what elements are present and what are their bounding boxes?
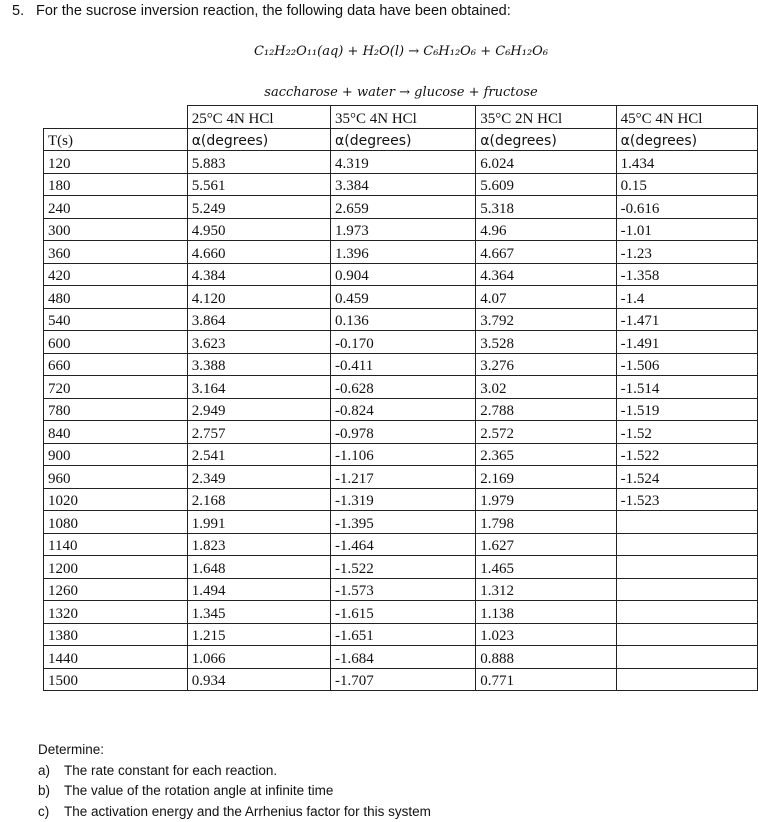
table-row [44, 263, 758, 286]
angle-cell: 3.388 [187, 353, 330, 376]
time-cell: 120 [44, 151, 188, 174]
angle-cell: -1.4 [616, 286, 757, 309]
angle-cell: -1.523 [616, 488, 757, 511]
angle-cell [616, 623, 757, 646]
angle-cell: 2.168 [187, 488, 330, 511]
question-a [38, 761, 431, 782]
time-cell: 300 [44, 218, 188, 241]
plus-sign-2: + [480, 44, 491, 59]
time-cell: 1140 [44, 533, 188, 556]
condition-header: 35°C 2N HCl [476, 106, 616, 129]
angle-header: α(degrees) [476, 128, 616, 151]
angle-cell: 0.934 [187, 668, 330, 691]
empty-corner [44, 106, 188, 129]
angle-cell: -1.651 [331, 623, 476, 646]
time-cell: 780 [44, 398, 188, 421]
angle-cell: -1.615 [331, 601, 476, 624]
time-cell: 1200 [44, 556, 188, 579]
angle-cell: 5.883 [187, 151, 330, 174]
table-row [44, 308, 758, 331]
angle-cell: 3.164 [187, 376, 330, 399]
time-cell: 540 [44, 308, 188, 331]
angle-cell: 3.528 [476, 331, 616, 354]
time-cell: 1080 [44, 511, 188, 534]
angle-cell: 1.345 [187, 601, 330, 624]
angle-cell: 5.249 [187, 196, 330, 219]
table-row [44, 353, 758, 376]
angle-cell [616, 646, 757, 669]
questions-intro: Determine: [38, 740, 431, 761]
angle-cell: -0.411 [331, 353, 476, 376]
table-row [44, 241, 758, 264]
angle-cell: 0.15 [616, 173, 757, 196]
angle-cell: -1.522 [331, 556, 476, 579]
time-cell: 660 [44, 353, 188, 376]
condition-header: 25°C 4N HCl [187, 106, 330, 129]
angle-cell: 1.023 [476, 623, 616, 646]
angle-cell: 0.136 [331, 308, 476, 331]
table-row [44, 623, 758, 646]
angle-cell [616, 578, 757, 601]
angle-cell: 2.659 [331, 196, 476, 219]
problem-statement [12, 3, 511, 19]
angle-cell: 1.215 [187, 623, 330, 646]
angle-cell: 3.792 [476, 308, 616, 331]
angle-cell: -1.684 [331, 646, 476, 669]
angle-cell [616, 601, 757, 624]
product-glucose: C₆H₁₂O₆ [423, 44, 476, 59]
time-cell: 900 [44, 443, 188, 466]
angle-cell: 1.066 [187, 646, 330, 669]
product-fructose: C₆H₁₂O₆ [495, 44, 548, 59]
angle-cell: 2.788 [476, 398, 616, 421]
table-row [44, 376, 758, 399]
angle-cell: -1.707 [331, 668, 476, 691]
question-text: The activation energy and the Arrhenius factor for this system [64, 804, 431, 819]
angle-cell: 1.494 [187, 578, 330, 601]
angle-cell: 2.949 [187, 398, 330, 421]
angle-cell: 1.627 [476, 533, 616, 556]
angle-cell: 4.96 [476, 218, 616, 241]
table-row [44, 488, 758, 511]
table-row [44, 331, 758, 354]
table-row [44, 533, 758, 556]
reaction-arrow: → [408, 44, 419, 59]
question-key: c) [38, 802, 64, 822]
angle-cell: 3.623 [187, 331, 330, 354]
angle-cell: 5.561 [187, 173, 330, 196]
angle-cell: -1.319 [331, 488, 476, 511]
angle-cell: 4.319 [331, 151, 476, 174]
angle-cell: 2.572 [476, 421, 616, 444]
angle-header: α(degrees) [331, 128, 476, 151]
angle-cell: 0.771 [476, 668, 616, 691]
angle-cell: -0.628 [331, 376, 476, 399]
table-row [44, 646, 758, 669]
angle-cell: 1.991 [187, 511, 330, 534]
angle-cell: 6.024 [476, 151, 616, 174]
time-cell: 840 [44, 421, 188, 444]
chemical-equation [22, 44, 758, 59]
angle-header: α(degrees) [616, 128, 757, 151]
time-cell: 240 [44, 196, 188, 219]
angle-cell: -1.522 [616, 443, 757, 466]
angle-cell: 0.888 [476, 646, 616, 669]
table-row [44, 556, 758, 579]
table-row [44, 578, 758, 601]
table-row [44, 218, 758, 241]
table-row [44, 173, 758, 196]
angle-cell: -1.514 [616, 376, 757, 399]
angle-cell: 2.757 [187, 421, 330, 444]
problem-text: For the sucrose inversion reaction, the following data have been obtained: [36, 3, 511, 19]
angle-cell: -1.491 [616, 331, 757, 354]
angle-cell: 4.364 [476, 263, 616, 286]
angle-cell: 5.318 [476, 196, 616, 219]
angle-cell: 3.864 [187, 308, 330, 331]
angle-cell: 4.667 [476, 241, 616, 264]
angle-cell: 1.138 [476, 601, 616, 624]
angle-cell: 1.973 [331, 218, 476, 241]
angle-cell: -1.358 [616, 263, 757, 286]
angle-cell: 1.312 [476, 578, 616, 601]
angle-cell: 1.823 [187, 533, 330, 556]
angle-cell: -1.464 [331, 533, 476, 556]
question-c [38, 802, 431, 822]
angle-cell: -0.616 [616, 196, 757, 219]
angle-cell: -1.106 [331, 443, 476, 466]
angle-cell: 2.349 [187, 466, 330, 489]
question-text: The value of the rotation angle at infinite time [64, 783, 333, 798]
angle-cell: 3.384 [331, 173, 476, 196]
time-cell: 600 [44, 331, 188, 354]
table-row [44, 398, 758, 421]
angle-cell: 1.648 [187, 556, 330, 579]
table-row [44, 421, 758, 444]
angle-cell [616, 556, 757, 579]
question-b [38, 781, 431, 802]
unit-header-row [44, 128, 758, 151]
table-row [44, 466, 758, 489]
time-cell: 420 [44, 263, 188, 286]
angle-cell: -1.23 [616, 241, 757, 264]
questions-section [38, 740, 431, 822]
table-row [44, 601, 758, 624]
condition-header: 35°C 4N HCl [331, 106, 476, 129]
angle-cell: 2.169 [476, 466, 616, 489]
angle-cell: -1.524 [616, 466, 757, 489]
question-text: The rate constant for each reaction. [64, 763, 277, 778]
table-row [44, 286, 758, 309]
angle-cell: 1.798 [476, 511, 616, 534]
time-cell: 960 [44, 466, 188, 489]
angle-cell: 3.02 [476, 376, 616, 399]
angle-cell: -1.519 [616, 398, 757, 421]
table-row [44, 151, 758, 174]
table-row [44, 443, 758, 466]
table-row [44, 511, 758, 534]
angle-cell [616, 511, 757, 534]
angle-cell: 1.465 [476, 556, 616, 579]
time-cell: 1320 [44, 601, 188, 624]
problem-number: 5. [12, 3, 36, 19]
table-row [44, 196, 758, 219]
angle-cell: 1.434 [616, 151, 757, 174]
angle-header: α(degrees) [187, 128, 330, 151]
angle-cell: 4.07 [476, 286, 616, 309]
table-row [44, 668, 758, 691]
angle-cell: 2.541 [187, 443, 330, 466]
angle-cell: 4.120 [187, 286, 330, 309]
angle-cell: 3.276 [476, 353, 616, 376]
angle-cell: -1.471 [616, 308, 757, 331]
condition-header: 45°C 4N HCl [616, 106, 757, 129]
angle-cell [616, 533, 757, 556]
time-cell: 1020 [44, 488, 188, 511]
time-cell: 480 [44, 286, 188, 309]
angle-cell: -1.217 [331, 466, 476, 489]
angle-cell: 2.365 [476, 443, 616, 466]
time-cell: 1260 [44, 578, 188, 601]
angle-cell: -0.978 [331, 421, 476, 444]
angle-cell: -0.824 [331, 398, 476, 421]
angle-cell: 5.609 [476, 173, 616, 196]
time-cell: 1500 [44, 668, 188, 691]
time-header: T(s) [44, 128, 188, 151]
time-cell: 180 [44, 173, 188, 196]
question-key: a) [38, 761, 64, 782]
angle-cell: 1.979 [476, 488, 616, 511]
condition-header-row [44, 106, 758, 129]
angle-cell: 4.660 [187, 241, 330, 264]
reactant-sucrose: C₁₂H₂₂O₁₁(aq) [254, 44, 343, 59]
angle-cell: -0.170 [331, 331, 476, 354]
time-cell: 1440 [44, 646, 188, 669]
angle-cell: -1.506 [616, 353, 757, 376]
question-key: b) [38, 781, 64, 802]
angle-cell: 0.904 [331, 263, 476, 286]
rotation-angle-table [43, 105, 758, 691]
angle-cell [616, 668, 757, 691]
angle-cell: 0.459 [331, 286, 476, 309]
angle-cell: -1.52 [616, 421, 757, 444]
angle-cell: -1.573 [331, 578, 476, 601]
plus-sign: + [348, 44, 359, 59]
time-cell: 720 [44, 376, 188, 399]
angle-cell: 4.384 [187, 263, 330, 286]
word-equation: saccharose + water → glucose + fructose [22, 85, 758, 100]
angle-cell: 4.950 [187, 218, 330, 241]
time-cell: 1380 [44, 623, 188, 646]
angle-cell: 1.396 [331, 241, 476, 264]
time-cell: 360 [44, 241, 188, 264]
angle-cell: -1.395 [331, 511, 476, 534]
reactant-water: H₂O(l) [363, 44, 405, 59]
angle-cell: -1.01 [616, 218, 757, 241]
